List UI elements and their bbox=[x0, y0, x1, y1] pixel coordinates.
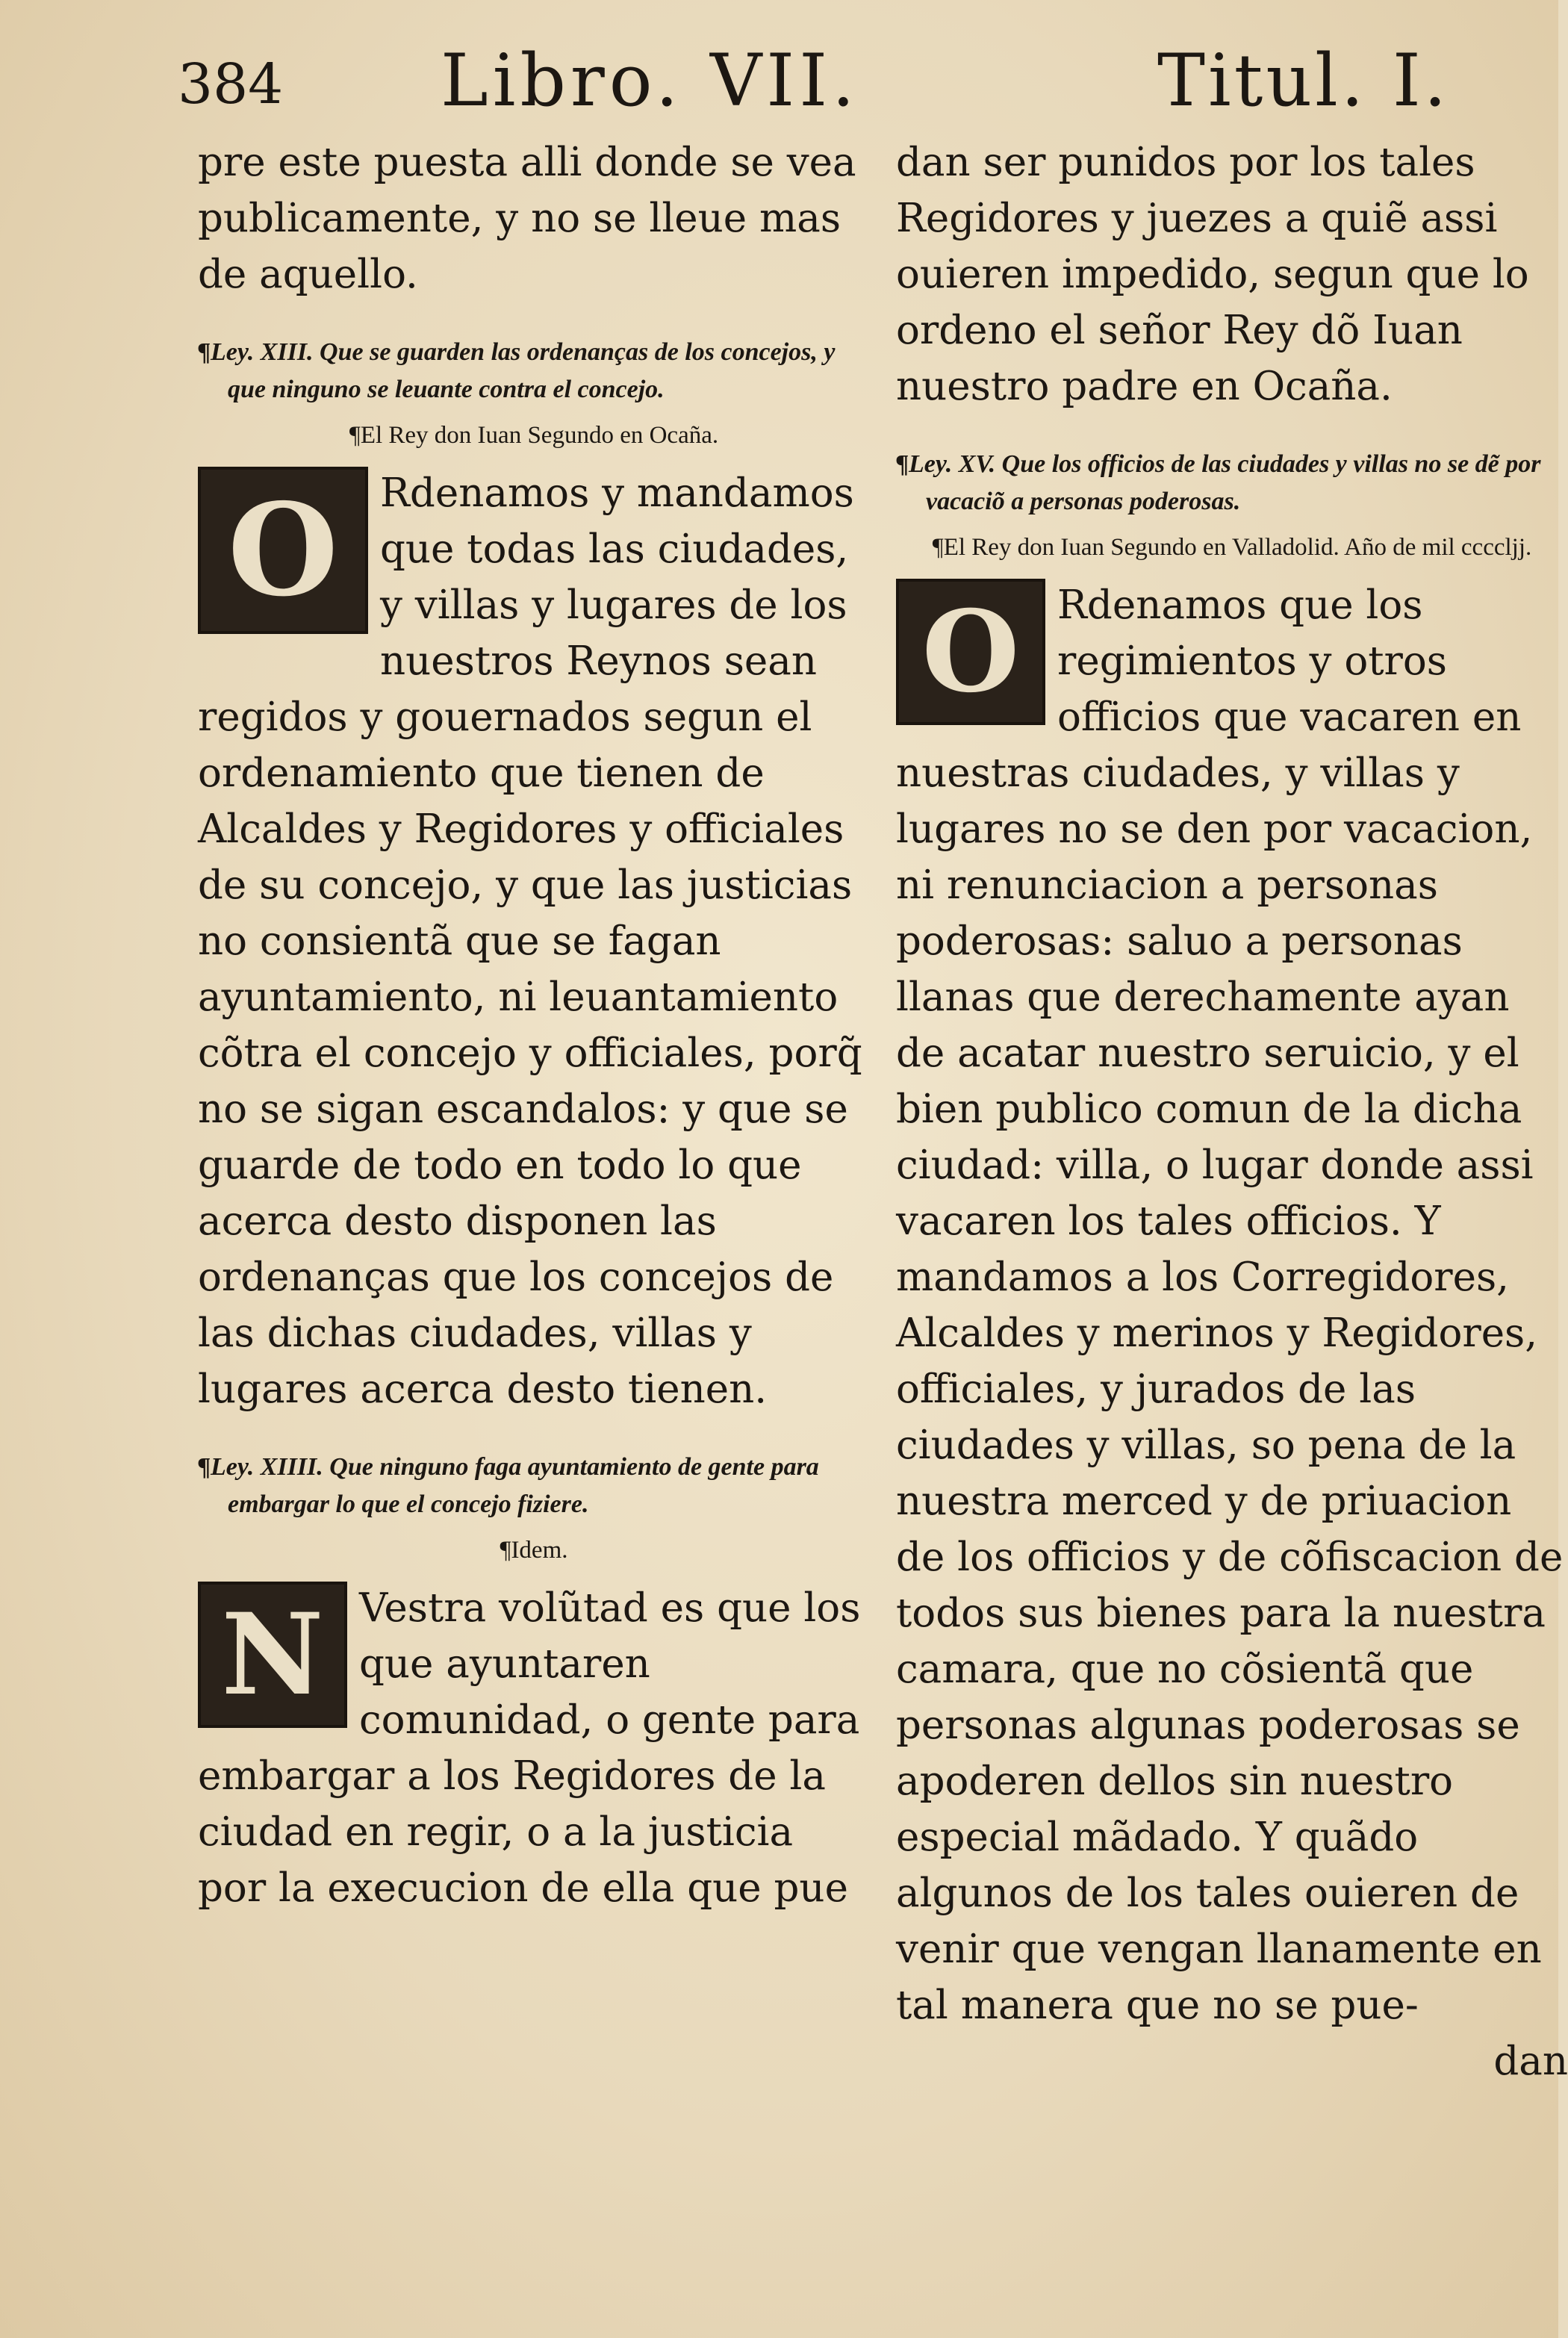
left-intro-text: pre este puesta alli donde se vea publicamente, y no se lleue mas de aquello. bbox=[198, 140, 856, 297]
ley-15-heading: ¶Ley. XV. Que los officios de las ciudades y villas no se dẽ por vacaciõ a personas poderosas. bbox=[896, 450, 1541, 515]
right-column bbox=[896, 134, 1568, 2089]
title-heading: Titul. I. bbox=[1157, 39, 1450, 122]
ley-14-paragraph bbox=[198, 1580, 870, 1916]
book-heading: Libro. VII. bbox=[441, 39, 859, 122]
left-column bbox=[198, 134, 870, 1916]
ley-15-text: Rdenamos que los regimientos y otros officios que vacaren en nuestras ciudades, y villas y lugares no se den por vacacion, ni renunciacion a personas poderosas: saluo a personas llanas que derechamente ayan de acatar nuestro seruicio, y el bien publico comun de la dicha ciudad: villa, o lugar donde assi vacaren los tales officios. Y mandamos a los Corregidores, Alcaldes y merinos y Regidores, officiales, y jurados de las ciudades y villas, so pena de la nuestra merced y de priuacion de los officios y de cõfiscacion de todos sus bienes para la nuestra camara, que no cõsientã que personas algunas poderosas se apoderen dellos sin nuestro especial mãdado. Y quãdo algunos de los tales ouieren de venir que vengan llanamente en tal manera que no se pue- bbox=[896, 582, 1564, 2028]
catchword: dan bbox=[1493, 2039, 1568, 2084]
ornamental-initial-o: O bbox=[896, 579, 1045, 725]
ley-13-text: Rdenamos y mandamos que todas las ciudades, y villas y lugares de los nuestros Reynos sean regidos y gouernados segun el ordenamiento que tienen de Alcaldes y Regidores y officiales de su concejo, y que las justicias no consientã que se fagan ayuntamiento, ni leuantamiento cõtra el concejo y officiales, porq̃ no se sigan escandalos: y que se guarde de todo en todo lo que acerca desto disponen las ordenanças que los concejos de las dichas ciudades, villas y lugares acerca desto tienen. bbox=[198, 470, 862, 1412]
ley-15-source: ¶El Rey don Iuan Segundo en Valladolid. Año de mil ccccljj. bbox=[932, 534, 1532, 561]
running-header bbox=[0, 30, 1558, 127]
ley-13-paragraph bbox=[198, 465, 870, 1417]
ornamental-initial-o: O bbox=[198, 467, 368, 634]
page-number: 384 bbox=[178, 52, 284, 116]
ley-14-source: ¶Idem. bbox=[500, 1537, 568, 1564]
ley-14-heading: ¶Ley. XIIII. Que ninguno faga ayuntamiento de gente para embargar lo que el concejo fiziere. bbox=[198, 1453, 819, 1518]
right-intro-text: dan ser punidos por los tales Regidores y juezes a quiẽ assi ouieren impedido, segun que lo ordeno el señor Rey dõ Iuan nuestro padre en Ocaña. bbox=[896, 140, 1529, 409]
ley-13-heading: ¶Ley. XIII. Que se guarden las ordenanças de los concejos, y que ninguno se leuante contra el concejo. bbox=[198, 338, 836, 403]
ornamental-initial-n: N bbox=[198, 1582, 347, 1728]
ley-15-paragraph bbox=[896, 577, 1568, 2033]
ley-13-source: ¶El Rey don Iuan Segundo en Ocaña. bbox=[349, 422, 719, 449]
ley-14-text: Vestra volũtad es que los que ayuntaren comunidad, o gente para embargar a los Regidores de la ciudad en regir, o a la justicia por la execucion de ella que pue bbox=[198, 1585, 861, 1911]
